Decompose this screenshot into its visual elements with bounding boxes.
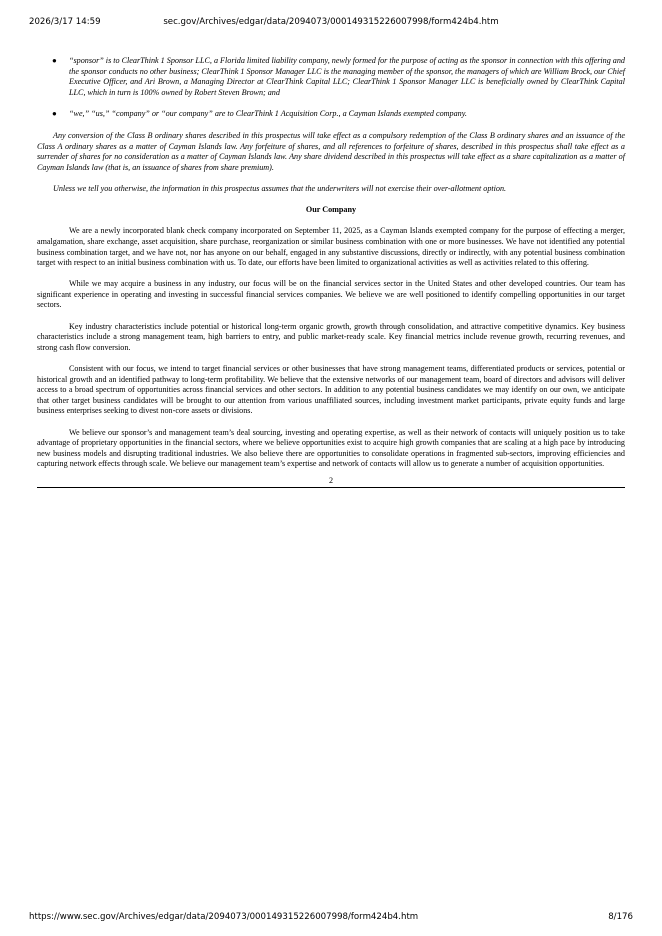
bullet-dot-icon: ● [52, 56, 57, 65]
print-datetime: 2026/3/17 14:59 [29, 17, 101, 27]
section-heading: Our Company [305, 205, 357, 215]
document-body [37, 56, 625, 488]
definition-bullet-sponsor [37, 56, 625, 98]
company-paragraph-3: Key industry characteristics include potential or historical long-term organic growth, growth through consolidation, and attractive competitive dynamics. Key business characteristics include a strong management team, high barriers to entry, and public market-ready scale. Key financial metrics include revenue growth, recurring revenues, and strong cash flow conversion. [37, 321, 625, 352]
bullet-text: “sponsor” is to ClearThink 1 Sponsor LLC, a Florida limited liability company, newly formed for the purpose of acting as the sponsor in connection with this offering and the sponsor conducts no other business; ClearThink 1 Sponsor Manager LLC is the managing member of the sponsor, the managers of which are William Brock, our Chief Executive Officer, and Ari Brown, a Managing Director at ClearThink Capital LLC; ClearThink 1 Sponsor Manager LLC is beneficially owned by ClearThink Capital LLC, which in turn is 100% owned by Robert Steven Brown; and [69, 56, 625, 97]
page-divider [37, 487, 625, 488]
print-footer-url: https://www.sec.gov/Archives/edgar/data/2094073/000149315226007998/form424b4.htm [29, 912, 419, 922]
print-page-count: 8/176 [608, 912, 633, 922]
page-number: 2 [328, 475, 334, 485]
bullet-text: “we,” “us,” “company” or “our company” are to ClearThink 1 Acquisition Corp., a Cayman Islands exempted company. [69, 109, 467, 119]
definition-bullet-company [37, 109, 625, 120]
browser-print-header [29, 15, 633, 29]
company-paragraph-2: While we may acquire a business in any industry, our focus will be on the financial services sector in the United States and other developed countries. Our team has significant experience in operating and investing in successful financial services companies. We believe we are well positioned to identify compelling opportunities in our target sectors. [37, 279, 625, 310]
company-paragraph-4: Consistent with our focus, we intend to target financial services or other businesses that have strong management teams, differentiated products or services, potential or historical growth and an identified pathway to long-term profitability. We believe that the extensive networks of our management team, board of directors and advisors will deliver access to a broad spectrum of opportunities across financial services and other sectors. In addition to any potential business candidates we may identify on our own, we anticipate that other target business candidates will be brought to our attention from various unaffiliated sources, including investment market participants, private equity funds and large business enterprises seeking to divest non-core assets or divisions. [37, 364, 625, 416]
bullet-dot-icon: ● [52, 109, 57, 119]
browser-print-footer [29, 910, 633, 924]
company-paragraph-1: We are a newly incorporated blank check company incorporated on September 11, 2025, as a Cayman Islands exempted company for the purpose of effecting a merger, amalgamation, share exchange, asset acquisition, share purchase, reorganization or similar business combination with one or more businesses. We have not identified any potential business combination target, and we have not, nor has anyone on our behalf, engaged in any substantive discussions, directly or indirectly, with any potential business combination target with respect to an initial business combination with us. To date, our efforts have been limited to organizational activities as well as activities related to this offering. [37, 226, 625, 268]
conversion-paragraph: Any conversion of the Class B ordinary shares described in this prospectus will take effect as a compulsory redemption of the Class B ordinary shares and an issuance of the Class A ordinary shares as a matter of Cayman Islands law. Any forfeiture of shares, and all references to forfeiture of shares, described in this prospectus shall take effect as a surrender of shares for no consideration as a matter of Cayman Islands law. Any share dividend described in this prospectus will take effect as a share capitalization as a matter of Cayman Islands law (that is, an issuance of shares from share premium). [37, 130, 625, 172]
print-page-url-title: sec.gov/Archives/edgar/data/2094073/000149315226007998/form424b4.htm [163, 17, 499, 27]
company-paragraph-5: We believe our sponsor’s and management team’s deal sourcing, investing and operating expertise, as well as their network of contacts will uniquely position us to take advantage of proprietary opportunities in the financial sectors, where we believe opportunities exist to acquire high growth companies that are scaling at a high pace by introducing new business models and disrupting traditional industries. We also believe there are opportunities to consolidate operations in fragmented sub-sectors, improving efficiencies and capturing network effects through scale. We believe our management team’s expertise and network of contacts will allow us to generate a number of acquisition opportunities. [37, 427, 625, 469]
overallotment-paragraph: Unless we tell you otherwise, the information in this prospectus assumes that the underwriters will not exercise their over-allotment option. [53, 183, 507, 193]
